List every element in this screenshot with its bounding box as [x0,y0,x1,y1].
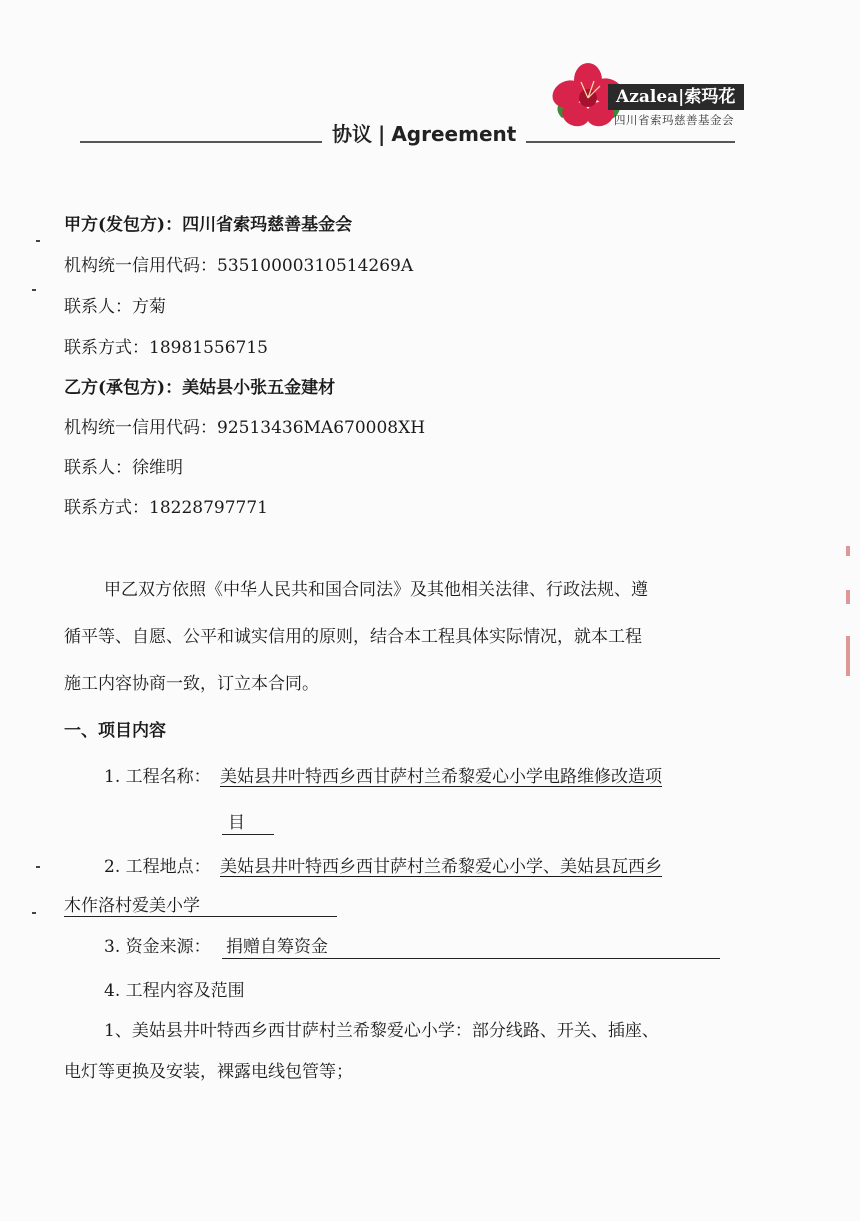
party-b-label: 乙方(承包方)：美姑县小张五金建材 [64,378,336,398]
intro-line-1: 甲乙双方依照《中华人民共和国合同法》及其他相关法律、行政法规、遵 [104,580,648,600]
item-3-label: 3. 资金来源： [104,937,211,957]
party-b-credit-code: 机构统一信用代码：92513436MA670008XH [64,418,426,438]
item-4-label: 4. 工程内容及范围 [104,981,245,1001]
item-1-value: 美姑县井叶特西乡西甘萨村兰希黎爱心小学电路维修改造项 [220,767,662,787]
party-b-contact: 联系人：徐维明 [64,458,183,478]
party-a-label: 甲方(发包方)：四川省索玛慈善基金会 [64,215,353,235]
title-en: Agreement [391,122,517,146]
party-a-contact: 联系人：方菊 [64,297,166,317]
scan-mark [32,289,36,291]
scope-1-line-1: 1、美姑县井叶特西乡西甘萨村兰希黎爱心小学：部分线路、开关、插座、 [104,1021,659,1041]
party-a-phone: 联系方式：18981556715 [64,338,268,358]
item-3-value: 捐赠自筹资金 [226,937,328,957]
item-2-value: 美姑县井叶特西乡西甘萨村兰希黎爱心小学、美姑县瓦西乡 [220,857,662,877]
item-3-underline [222,958,720,959]
section-heading: 一、项目内容 [64,721,166,741]
intro-line-2: 循平等、自愿、公平和诚实信用的原则，结合本工程具体实际情况，就本工程 [64,627,642,647]
seal-edge-fragment [846,590,850,604]
logo-subtitle: 四川省索玛慈善基金会 [614,113,734,127]
item-2-underline [64,916,337,917]
scope-1-line-2: 电灯等更换及安装，裸露电线包管等； [64,1062,353,1082]
item-1-label: 1. 工程名称： [104,767,211,787]
scan-mark [32,912,36,914]
logo-wordmark: Azalea|索玛花 [608,84,744,110]
title-separator: | [378,122,386,146]
item-2-value-cont: 木作洛村爱美小学 [64,896,200,916]
document-title [322,118,526,147]
seal-edge-fragment [846,636,850,676]
item-1-underline [222,834,274,835]
title-cn: 协议 [332,122,372,146]
party-b-phone: 联系方式：18228797771 [64,498,268,518]
party-a-credit-code: 机构统一信用代码：53510000310514269A [64,256,414,276]
scan-mark [36,240,40,242]
seal-edge-fragment [846,546,850,556]
scan-mark [36,866,40,868]
intro-line-3: 施工内容协商一致，订立本合同。 [64,674,319,694]
item-1-value-cont: 目 [228,813,245,833]
item-2-label: 2. 工程地点： [104,857,211,877]
